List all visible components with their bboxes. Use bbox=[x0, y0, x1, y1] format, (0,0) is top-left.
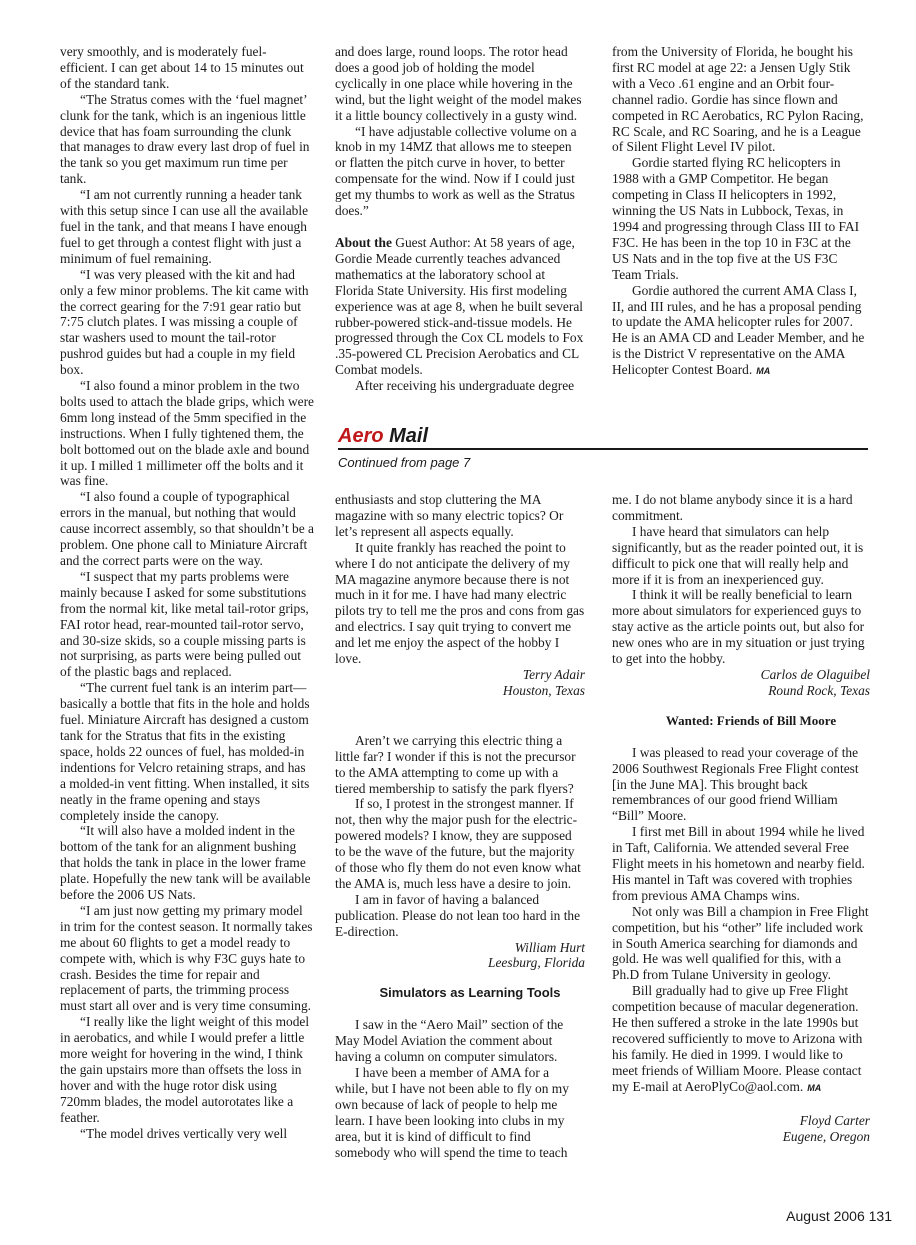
paragraph: I have been a member of AMA for a while, but I have not been able to fly on my own because of lack of people to help me learn. I have been looking into clubs in my area, but it is kind of difficult to find somebody who will spend the time to teach bbox=[335, 1065, 569, 1160]
signature-place: Eugene, Oregon bbox=[782, 1128, 870, 1144]
letter-title: Simulators as Learning Tools bbox=[379, 985, 561, 1001]
paragraph: I have heard that simulators can help significantly, but as the reader pointed out, it is difficult to pick one that will really help and more if it is from an inexperienced guy. bbox=[612, 523, 864, 587]
paragraph: and does large, round loops. The rotor head does a good job of holding the model cyclically in one place while hovering in the wind, but the light weight of the model makes it a little bouncy collectively in a gusty wind. bbox=[335, 44, 582, 123]
paragraph: Not only was Bill a champion in Free Flight competition, but his “other” life included work in South America searching for diamonds and gold. He was well qualified for this, with a Ph.D from Tulane University in geology. bbox=[612, 903, 869, 983]
signature-place: Houston, Texas bbox=[502, 682, 585, 698]
signature-place: Leesburg, Florida bbox=[488, 955, 585, 971]
paragraph: “I am just now getting my primary model in trim for the contest season. It normally takes me about 60 flights to get a model ready to compete with, which is why F3C guys hate to crash. Besides the time for repair and replacement of parts, the trimming process must start all over and is very time consuming. bbox=[60, 902, 313, 1014]
paragraph: If so, I protest in the strongest manner. If not, then why the major push for the electric-powered models? I know, they are supposed to be the wave of the future, but the majority of those who fly them do not even know what the AMA is, much less have a desire to join. bbox=[335, 796, 581, 891]
paragraph: “I am not currently running a header tank with this setup since I can use all the available fuel in the tank, and that means I have enough fuel to get through a contest flight with just a minimum of fuel remaining. bbox=[60, 187, 309, 266]
signature bbox=[612, 1113, 870, 1145]
paragraph: “I have adjustable collective volume on a knob in my 14MZ that allows me to steepen or flatten the pitch curve in hover, to better compensate for the wind. Now if I could just get my thumbs to work as well as the Stratus does.” bbox=[335, 123, 577, 219]
paragraph: I think it will be really beneficial to learn more about simulators for experienced guys to stay active as the article points out, but also for new ones who are in my situation or just trying to get into the hobby. bbox=[612, 587, 865, 667]
paragraph: I am in favor of having a balanced publication. Please do not lean too hard in the E-direction. bbox=[335, 891, 581, 939]
heading-mail: Mail bbox=[389, 425, 429, 447]
paragraph: I was pleased to read your coverage of the 2006 Southwest Regionals Free Flight contest [in the June MA]. This brought back remembrances of our good friend William “Bill” Moore. bbox=[612, 744, 859, 824]
paragraph-text: Bill gradually had to give up Free Flight competition because of macular degeneration. He then suffered a stroke in the late 1990s but recovered sufficiently to move to Arizona with his family. He died in 1999. I would like to meet friends of William Moore. Please contact my E-mail at AeroPlyCo@aol.com. bbox=[612, 983, 863, 1094]
paragraph: I saw in the “Aero Mail” section of the May Model Aviation the comment about having a column on computer simulators. bbox=[335, 1017, 564, 1065]
signature bbox=[335, 667, 585, 699]
about-text: Guest Author: At 58 years of age, Gordie Meade currently teaches advanced mathematics at the laboratory school at Florida State University. His first modeling experience was at age 8, when he built several rubber-powered stick-and-tissue models. He progressed through the Cox CL models to Fox .35-powered CL Precision Aerobatics and CL Combat models. bbox=[335, 234, 584, 378]
column-3-top bbox=[612, 44, 870, 380]
heading-aero: Aero bbox=[338, 425, 384, 447]
page-footer: August 2006 131 bbox=[786, 1208, 892, 1224]
paragraph: me. I do not blame anybody since it is a hard commitment. bbox=[612, 492, 853, 523]
signature-place: Round Rock, Texas bbox=[768, 682, 870, 698]
paragraph: “I really like the light weight of this model in aerobatics, and while I would prefer a little more weight for hovering in the wind, I think the gain upstairs more than offsets the loss in hover and with the huge rotor disk using 720mm blades, the model autorotates like a feather. bbox=[60, 1014, 310, 1125]
paragraph: It quite frankly has reached the point to where I do not anticipate the delivery of my MA magazine anymore because there is not much in it for me. I have had many electric pilots try to tell me the pros and cons from gas and electrics. I say quit trying to convert me and let me enjoy the aspect of the hobby I love. bbox=[335, 539, 585, 667]
end-mark: MA bbox=[807, 1082, 822, 1093]
paragraph: I first met Bill in about 1994 while he lived in Taft, California. We attended several Free Flight meets in his hometown and nearby field. His mantel in Taft was covered with trophies from previous AMA Champs wins. bbox=[612, 824, 865, 903]
about-author bbox=[335, 235, 585, 378]
signature-name: William Hurt bbox=[514, 939, 585, 955]
paragraph: “It will also have a molded indent in the bottom of the tank for an alignment bushing that holds the tank in place in the lower frame plate. Hopefully the new tank will be available before the 2006 US Nats. bbox=[60, 823, 311, 903]
paragraph bbox=[612, 983, 870, 1096]
paragraph-text: Gordie authored the current AMA Class I, II, and III rules, and he has a proposal pending to update the AMA helicopter rules for 2007. He is an AMA CD and Leader Member, and he is the District V representative on the AMA Helicopter Contest Board. bbox=[612, 282, 865, 378]
signature-name: Carlos de Olaguibel bbox=[760, 666, 870, 682]
column-2-top bbox=[335, 44, 585, 394]
paragraph: from the University of Florida, he bought his first RC model at age 22: a Jensen Ugly Stik with a Veco .61 engine and an Orbit four-channel radio. Gordie has since flown and competed in RC Aerobatics, RC Pylon Racing, RC Scale, and RC Soaring, and he is a League of Silent Flight Level IV pilot. bbox=[612, 44, 864, 155]
signature bbox=[335, 940, 585, 972]
section-heading bbox=[338, 424, 868, 450]
paragraph: “I also found a couple of typographical errors in the manual, but nothing that would cause incorrect assembly, so that shouldn’t be a problem. One phone call to Miniature Aircraft and the correct parts were on the way. bbox=[60, 489, 314, 568]
paragraph bbox=[612, 283, 870, 380]
continued-note: Continued from page 7 bbox=[338, 455, 471, 470]
paragraph: enthusiasts and stop cluttering the MA magazine with so many electric topics? Or let’s represent all aspects equally. bbox=[335, 492, 564, 539]
paragraph: “The Stratus comes with the ‘fuel magnet’ clunk for the tank, which is an ingenious little device that has foam surrounding the clunk that manages to draw every last drop of fuel in the tank so you get maximum run time per tank. bbox=[60, 91, 310, 187]
paragraph: “I was very pleased with the kit and had only a few minor problems. The kit came with the correct gearing for the 7:91 gear ratio but 7:75 clutch plates. I was missing a couple of star washers used to mount the tail-rotor pushrod guides but had a couple in my field box. bbox=[60, 266, 309, 378]
column-1 bbox=[60, 44, 314, 1142]
end-mark: MA bbox=[756, 366, 771, 377]
paragraph: “I suspect that my parts problems were mainly because I asked for some substitutions from the normal kit, like metal tail-rotor grips, FAI rotor head, rear-mounted tail-rotor servo, and 30-size skids, so a couple missing parts is not surprising, as parts were being pulled out of the plastic bags and replaced. bbox=[60, 568, 309, 680]
paragraph: “I also found a minor problem in the two bolts used to attach the blade grips, which were 6mm long instead of the 5mm specified in the instructions. When I fully tightened them, the bolt bottomed out on the blade axle and bound it up. I milled 1 millimeter off the bolts and it was fine. bbox=[60, 378, 314, 489]
paragraph: Aren’t we carrying this electric thing a little far? I wonder if this is not the precursor to the AMA attempting to come up with a tiered membership to satisfy the park flyers? bbox=[335, 732, 576, 796]
column-3-bottom bbox=[612, 492, 870, 1144]
paragraph: Gordie started flying RC helicopters in 1988 with a GMP Competitor. He began competing in Class II helicopters in 1992, winning the US Nats in Lubbock, Texas, in 1994 and progressing through Class III to FAI F3C. He has been in the top 10 in F3C at the US Nats and in the top five at the US F3C Team Trials. bbox=[612, 155, 860, 282]
signature bbox=[612, 667, 870, 699]
signature-name: Floyd Carter bbox=[799, 1112, 870, 1128]
paragraph: very smoothly, and is moderately fuel-efficient. I can get about 14 to 15 minutes out of the standard tank. bbox=[60, 44, 304, 91]
about-lead: About the bbox=[335, 234, 392, 250]
paragraph: After receiving his undergraduate degree bbox=[355, 378, 575, 394]
letter-title: Wanted: Friends of Bill Moore bbox=[665, 712, 837, 728]
column-2-bottom bbox=[335, 492, 585, 1160]
paragraph: “The current fuel tank is an interim part—basically a bottle that fits in the hole and holds fuel. Miniature Aircraft has designed a custom tank for the Stratus that fits in the existing space, holds 22 ounces of fuel, has molded-in indentions for Velcro retaining straps, and has a molded-in vent fitting. When installed, it sits neatly in the frame opening and stays completely inside the canopy. bbox=[60, 680, 310, 823]
signature-name: Terry Adair bbox=[522, 666, 585, 682]
paragraph: “The model drives vertically very well bbox=[80, 1125, 288, 1141]
